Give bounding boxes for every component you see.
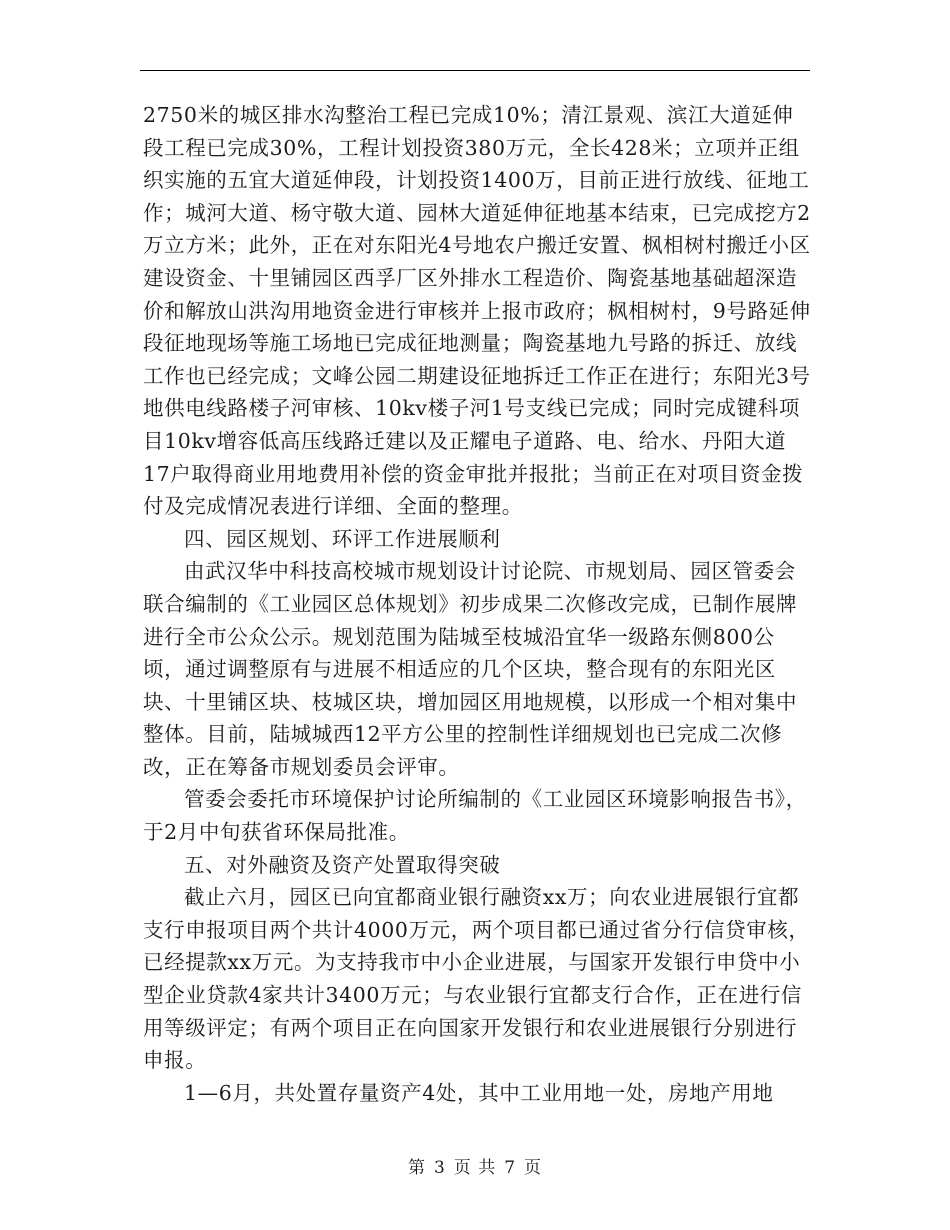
section-heading-4: 四、园区规划、环评工作进展顺利 [184, 526, 501, 551]
paragraph-financing: 截止六月，园区已向宜都商业银行融资xx万；向农业进展银行宜都支行申报项目两个共计4000万元，两个项目都已通过省分行信贷审核，已经提款xx万元。为支持我市中小企业进展，与国家开发银行申贷中小型企业贷款4家共计3400万元；与农业银行宜都支行合作，正在进行信用等级评定；有两个项目正在向国家开发银行和农业进展银行分别进行申报。 [143, 885, 810, 1073]
footer-suffix: 页 [524, 1158, 543, 1178]
page-footer [0, 1153, 950, 1178]
footer-page-number: 3 [433, 1158, 446, 1178]
paragraph-environment: 管委会委托市环境保护讨论所编制的《工业园区环境影响报告书》，于2月中旬获省环保局批准。 [143, 787, 807, 845]
paragraph-planning: 由武汉华中科技高校城市规划设计讨论院、市规划局、园区管委会联合编制的《工业园区总体规划》初步成果二次修改完成，已制作展牌进行全市公众公示。规划范围为陆城至枝城沿宜华一级路东侧800公顷，通过调整原有与进展不相适应的几个区块，整合现有的东阳光区块、十里铺区块、枝城区块，增加园区用地规模，以形成一个相对集中整体。目前，陆城城西12平方公里的控制性详细规划也已完成二次修改，正在筹备市规划委员会评审。 [143, 559, 798, 779]
section-heading-5: 五、对外融资及资产处置取得突破 [184, 852, 501, 877]
paragraph-assets: 1—6月，共处置存量资产4处，其中工业用地一处，房地产用地 [184, 1080, 774, 1105]
footer-prefix: 第 [407, 1158, 426, 1178]
document-body [143, 99, 811, 1109]
footer-total-pages: 7 [504, 1158, 517, 1178]
paragraph-continued: 2750米的城区排水沟整治工程已完成10%；清江景观、滨江大道延伸段工程已完成30%，工程计划投资380万元，全长428米；立项并正组织实施的五宜大道延伸段，计划投资1400万，目前正进行放线、征地工作；城河大道、杨守敬大道、园林大道延伸征地基本结束，已完成挖方2万立方米；此外，正在对东阳光4号地农户搬迁安置、枫相树村搬迁小区建设资金、十里铺园区西孚厂区外排水工程造价、陶瓷基地基础超深造价和解放山洪沟用地资金进行审核并上报市政府；枫相树村，9号路延伸段征地现场等施工场地已完成征地测量；陶瓷基地九号路的拆迁、放线工作也已经完成；文峰公园二期建设征地拆迁工作正在进行；东阳光3号地供电线路楼子河审核、10kv楼子河1号支线已完成；同时完成键科项目10kv增容低高压线路迁建以及正耀电子道路、电、给水、丹阳大道17户取得商业用地费用补偿的资金审批并报批；当前正在对项目资金拨付及完成情况表进行详细、全面的整理。 [143, 103, 811, 519]
footer-middle: 页 共 [453, 1158, 497, 1178]
header-rule [140, 70, 810, 71]
